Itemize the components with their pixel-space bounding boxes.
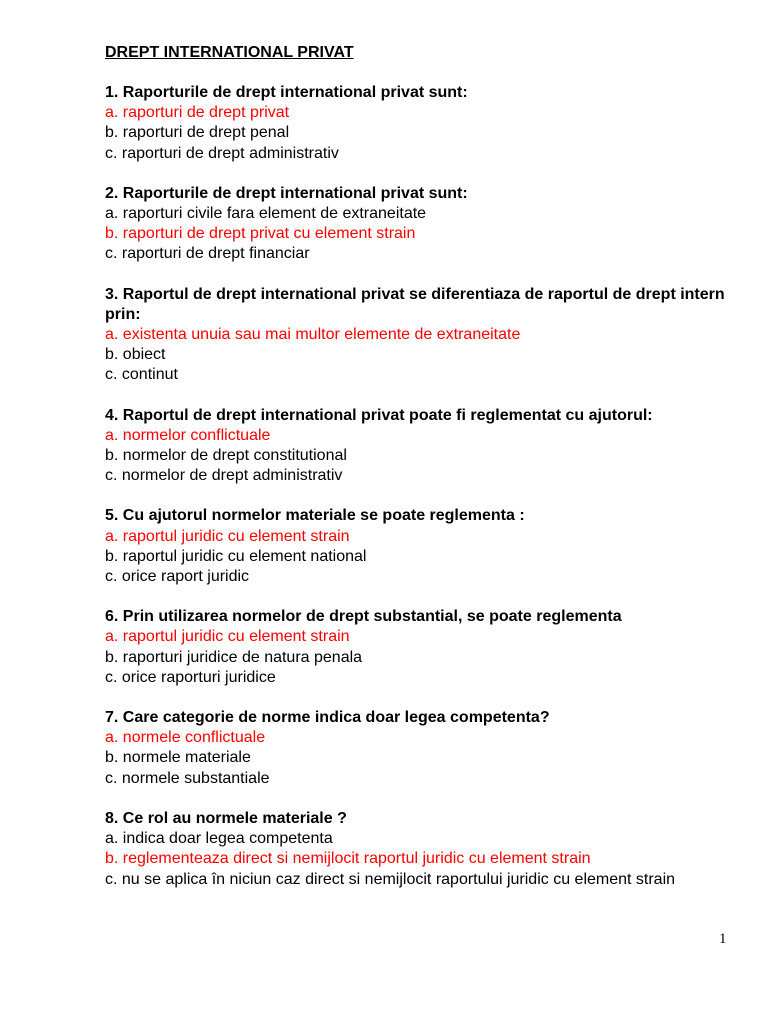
question-list xyxy=(105,83,725,890)
answer-option: c. raporturi de drept administrativ xyxy=(105,144,339,162)
page-number: 1 xyxy=(719,931,727,947)
question-8 xyxy=(105,809,725,890)
answer-option: c. normele substantiale xyxy=(105,769,270,787)
question-text: 2. Raporturile de drept international privat sunt: xyxy=(105,184,468,202)
correct-answer-option: a. existenta unuia sau mai multor elemente de extraneitate xyxy=(105,326,521,344)
document-page xyxy=(105,43,725,910)
question-text: 4. Raportul de drept international privat poate fi reglementat cu ajutorul: xyxy=(105,406,653,424)
answer-option: b. raportul juridic cu element national xyxy=(105,547,367,565)
answer-option: c. normelor de drept administrativ xyxy=(105,467,343,485)
question-text: 8. Ce rol au normele materiale ? xyxy=(105,809,347,827)
question-text: 3. Raportul de drept international privat se diferentiaza de raportul de drept intern prin: xyxy=(105,285,725,323)
question-text: 1. Raporturile de drept international privat sunt: xyxy=(105,84,468,101)
answer-option: b. raporturi de drept penal xyxy=(105,124,290,142)
correct-answer-option: a. raportul juridic cu element strain xyxy=(105,527,350,545)
answer-option: b. obiect xyxy=(105,346,166,364)
question-4 xyxy=(105,406,725,487)
answer-option: b. raporturi juridice de natura penala xyxy=(105,648,363,666)
answer-option: b. normele materiale xyxy=(105,749,251,767)
question-3 xyxy=(105,285,725,386)
answer-option: c. orice raporturi juridice xyxy=(105,668,276,686)
question-5 xyxy=(105,506,725,587)
answer-option: a. indica doar legea competenta xyxy=(105,830,333,848)
question-2 xyxy=(105,184,725,265)
answer-option: c. orice raport juridic xyxy=(105,568,250,586)
answer-option: c. nu se aplica în niciun caz direct si nemijlocit raportului juridic cu element strain xyxy=(105,870,676,888)
question-6 xyxy=(105,607,725,688)
question-1 xyxy=(105,83,725,164)
question-text: 7. Care categorie de norme indica doar legea competenta? xyxy=(105,709,550,727)
answer-option: b. normelor de drept constitutional xyxy=(105,447,347,465)
correct-answer-option: b. reglementeaza direct si nemijlocit raportul juridic cu element strain xyxy=(105,850,591,868)
question-text: 6. Prin utilizarea normelor de drept substantial, se poate reglementa xyxy=(105,608,622,626)
question-text: 5. Cu ajutorul normelor materiale se poate reglementa : xyxy=(105,507,525,525)
correct-answer-option: b. raporturi de drept privat cu element strain xyxy=(105,225,416,243)
answer-option: c. raporturi de drept financiar xyxy=(105,245,310,263)
answer-option: c. continut xyxy=(105,366,178,384)
correct-answer-option: a. raportul juridic cu element strain xyxy=(105,628,350,646)
document-title: DREPT INTERNATIONAL PRIVAT xyxy=(105,44,354,61)
correct-answer-option: a. normelor conflictuale xyxy=(105,426,271,444)
correct-answer-option: a. raporturi de drept privat xyxy=(105,104,290,122)
correct-answer-option: a. normele conflictuale xyxy=(105,729,266,747)
question-7 xyxy=(105,708,725,789)
answer-option: a. raporturi civile fara element de extraneitate xyxy=(105,205,427,223)
